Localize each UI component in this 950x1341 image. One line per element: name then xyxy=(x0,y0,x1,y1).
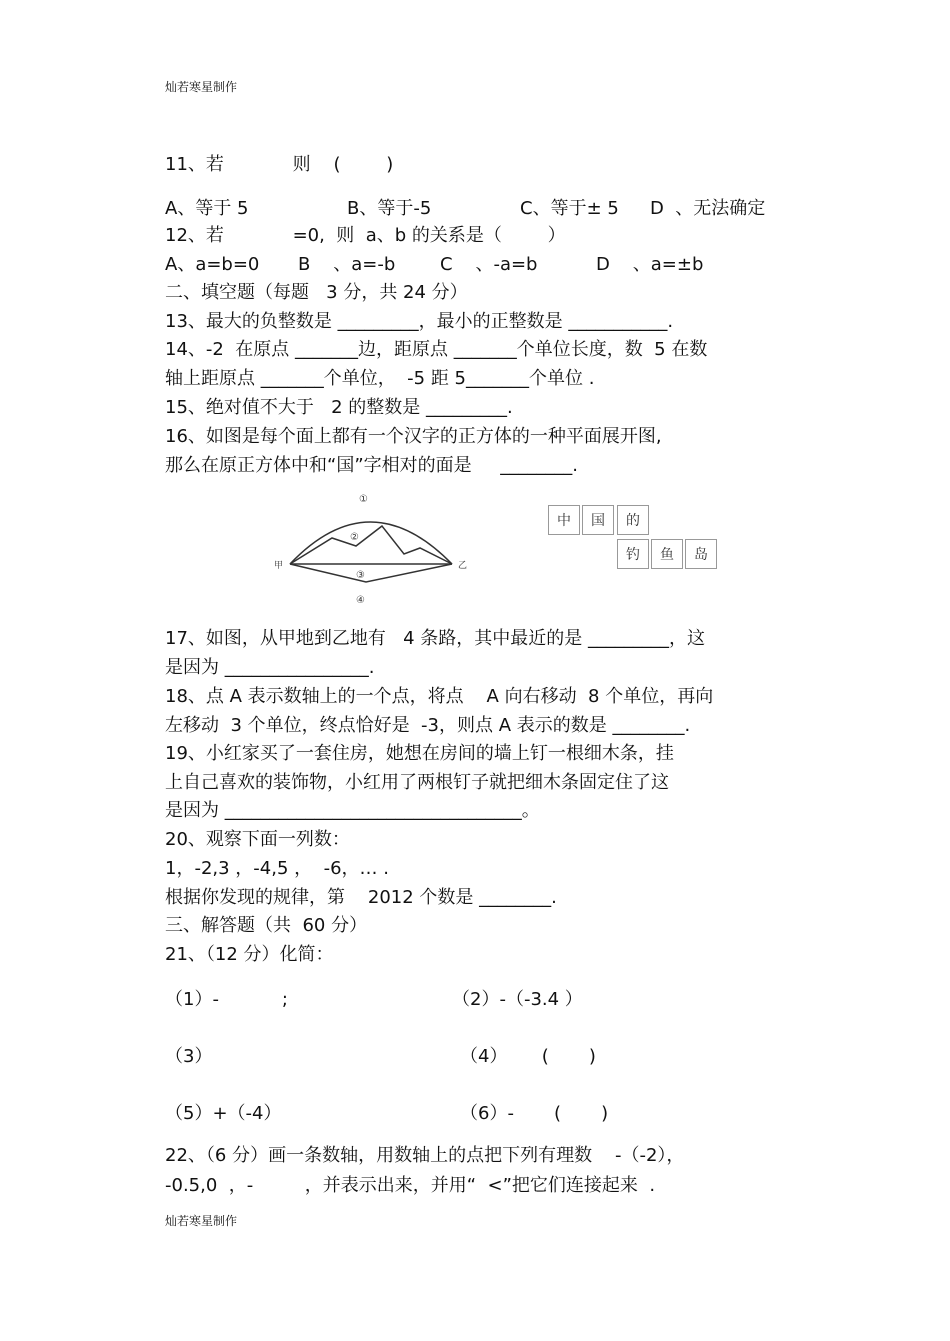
question-18-line-1: 18、点 A 表示数轴上的一个点，将点 A 向右移动 8 个单位，再向 xyxy=(165,686,714,707)
net-cell: 岛 xyxy=(685,539,717,569)
q11-option-a: A、等于 5 xyxy=(165,198,249,219)
q21-item-1: （1）- ; xyxy=(165,989,288,1010)
net-cell: 的 xyxy=(617,505,649,535)
q11-option-b: B、等于-5 xyxy=(347,198,432,219)
net-cell: 国 xyxy=(582,505,614,535)
question-22-line-1: 22、（6 分）画一条数轴，用数轴上的点把下列有理数 -（-2）， xyxy=(165,1145,685,1166)
q12-option-d: D 、a=±b xyxy=(596,254,704,275)
question-19-line-2: 上自己喜欢的装饰物，小红用了两根钉子就把细木条固定住了这 xyxy=(165,772,669,793)
question-14-line-2: 轴上距原点 _______个单位， -5 距 5_______个单位 . xyxy=(165,368,595,389)
page-header: 灿若寒星制作 xyxy=(165,80,238,94)
route-label-2: ② xyxy=(350,532,359,543)
route-label-4: ④ xyxy=(356,595,365,606)
question-21: 21、（12 分）化简： xyxy=(165,944,334,965)
route-label-3: ③ xyxy=(356,570,365,581)
question-16-line-1: 16、如图是每个面上都有一个汉字的正方体的一种平面展开图, xyxy=(165,426,662,447)
net-cell: 中 xyxy=(548,505,580,535)
question-19-line-3: 是因为 _________________________________。 xyxy=(165,800,540,821)
q12-option-a: A、a=b=0 xyxy=(165,254,260,275)
question-17-line-1: 17、如图，从甲地到乙地有 4 条路，其中最近的是 _________，这 xyxy=(165,628,705,649)
net-cell: 钓 xyxy=(617,539,649,569)
net-cell: 鱼 xyxy=(651,539,683,569)
question-20-line-2: 1，-2,3 ，-4,5 ， -6，… . xyxy=(165,858,389,879)
route-1-arc xyxy=(290,522,452,564)
question-12: 12、若 =0, 则 a、b 的关系是（ ） xyxy=(165,225,566,246)
page-footer: 灿若寒星制作 xyxy=(165,1214,238,1228)
q11-option-c: C、等于± 5 xyxy=(520,198,619,219)
question-20-line-3: 根据你发现的规律，第 2012 个数是 ________. xyxy=(165,887,557,908)
route-label-1: ① xyxy=(359,494,368,505)
section-3-heading: 三、解答题（共 60 分） xyxy=(165,915,368,936)
question-13: 13、最大的负整数是 _________，最小的正整数是 ___________. xyxy=(165,311,674,332)
q21-item-3: （3） xyxy=(165,1046,213,1067)
question-16-line-2: 那么在原正方体中和“国”字相对的面是 ________. xyxy=(165,455,578,476)
question-17-line-2: 是因为 ________________. xyxy=(165,657,375,678)
q11-option-d: D 、无法确定 xyxy=(650,198,766,219)
label-yi: 乙 xyxy=(458,561,468,571)
question-22-line-2: -0.5,0 ，- ，并表示出来，并用“ <”把它们连接起来 . xyxy=(165,1175,656,1196)
section-2-heading: 二、填空题（每题 3 分，共 24 分） xyxy=(165,282,468,303)
question-11: 11、若 则 ( ) xyxy=(165,154,394,175)
question-20-line-1: 20、观察下面一列数： xyxy=(165,829,350,850)
question-18-line-2: 左移动 3 个单位，终点恰好是 -3，则点 A 表示的数是 ________. xyxy=(165,715,691,736)
question-15: 15、绝对值不大于 2 的整数是 _________. xyxy=(165,397,513,418)
q12-option-c: C 、-a=b xyxy=(440,254,538,275)
route-2-zigzag xyxy=(290,526,452,564)
question-14-line-1: 14、-2 在原点 _______边，距原点 _______个单位长度，数 5 在数 xyxy=(165,339,708,360)
question-19-line-1: 19、小红家买了一套住房，她想在房间的墙上钉一根细木条，挂 xyxy=(165,743,674,764)
q12-option-b: B 、a=-b xyxy=(298,254,396,275)
q21-item-2: （2）-（-3.4 ） xyxy=(452,989,583,1010)
q21-item-5: （5）+（-4） xyxy=(165,1103,282,1124)
label-jia: 甲 xyxy=(274,561,284,571)
q21-item-4: （4） ( ) xyxy=(460,1046,596,1067)
routes-figure xyxy=(270,488,475,610)
route-4-lower xyxy=(290,564,452,582)
q21-item-6: （6）- ( ) xyxy=(460,1103,609,1124)
